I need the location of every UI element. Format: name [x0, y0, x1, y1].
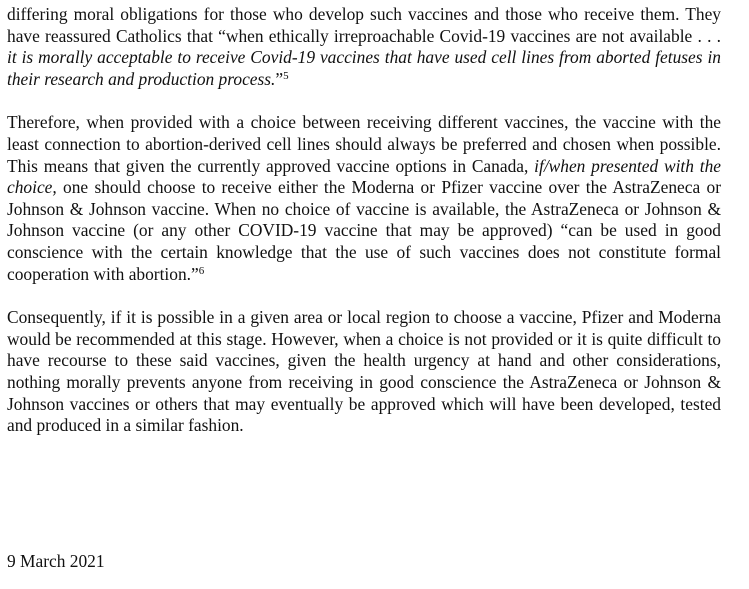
paragraph-3-text: Consequently, if it is possible in a given area or local region to choose a vaccine, Pfizer and Moderna would be recommended at this stage. However, when a choice is not provided or it is quite difficult to have recourse to these said vaccines, given the health urgency at hand and other considerations, nothing morally prevents anyone from receiving in good conscience the AstraZeneca or Johnson & Johnson vaccines or others that may eventually be approved which will have been developed, tested and produced in a similar fashion.: [7, 307, 721, 436]
document-body: [7, 4, 721, 459]
paragraph-vaccine-choice: [7, 112, 721, 285]
paragraph-2-text-start: Therefore, when provided with a choice between receiving different vaccines, the vaccine with the least connection to abortion-derived cell lines should always be preferred and chosen when possible. This means that given the currently approved vaccine options in Canada,: [7, 112, 721, 176]
paragraph-1-quote-italic: it is morally acceptable to receive Covid-19 vaccines that have used cell lines from aborted fetuses in their research and production process.: [7, 47, 721, 89]
paragraph-moral-obligations: [7, 4, 721, 90]
paragraph-2-italic-phrase: if/when presented with the choice,: [7, 155, 721, 198]
paragraph-2-text-end: one should choose to receive either the Moderna or Pfizer vaccine over the AstraZeneca or Johnson & Johnson vaccine. When no choice of vaccine is available, the AstraZeneca or Johnson & Johnson vaccine (or any other COVID-19 vaccine that may be approved) “can be used in good conscience with the certain knowledge that the use of such vaccines does not constitute formal cooperation with abortion.”: [7, 177, 721, 284]
paragraph-consequently: [7, 307, 721, 437]
document-date: 9 March 2021: [7, 551, 105, 571]
footnote-5-marker: 5: [283, 69, 289, 82]
paragraph-1-text: differing moral obligations for those who develop such vaccines and those who receive them. They have reassured Catholics that “when ethically irreproachable Covid-19 vaccines are not available . . .: [7, 4, 721, 46]
paragraph-1-closing-quote: ”: [275, 68, 284, 89]
footnote-6-marker: 6: [198, 264, 205, 277]
